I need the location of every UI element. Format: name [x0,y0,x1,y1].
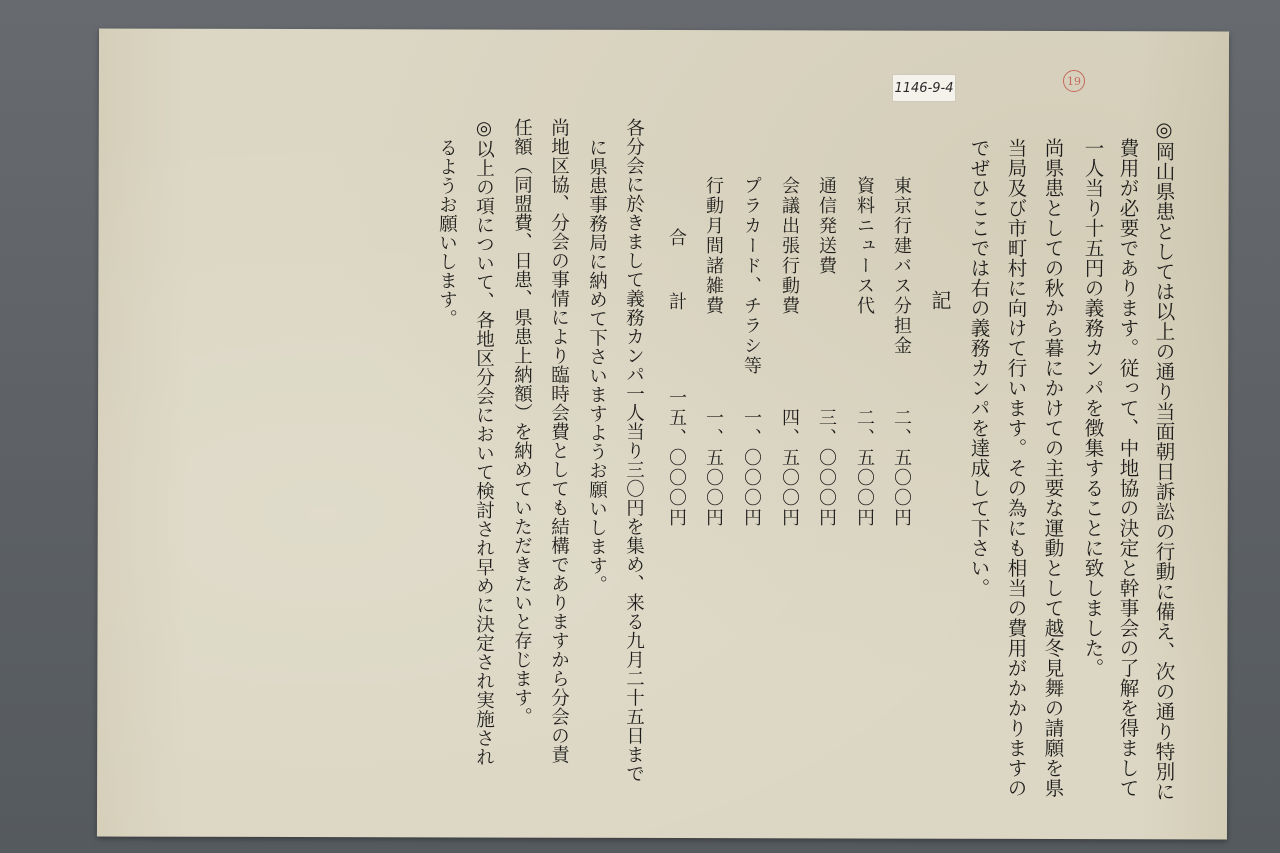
item-amount: 一、五〇〇円 [703,408,724,528]
item-amount: 二、五〇〇円 [891,408,912,528]
body-line: 各分会に於きまして義務カンパ一人当り三〇円を集め、来る九月二十五日まで [623,118,645,783]
item-name: プラカード、チラシ等 [741,176,762,376]
item-amount: 一、〇〇〇円 [741,408,762,528]
total-label: 合 計 [666,228,687,324]
total-amount: 一五、〇〇〇円 [666,388,687,528]
body-line: に県患事務局に納めて下さいますようお願いします。 [586,138,608,594]
item-name: 東京行建バス分担金 [891,176,912,356]
ki-heading: 記 [928,290,952,312]
item-name: 行動月間諸雑費 [703,176,724,316]
body-line: 尚地区協、分会の事情により臨時会費としても結構でありますから分会の責 [548,118,570,764]
catalog-tag: 1146-9-4 [892,74,956,102]
body-line: ◎岡山県患としては以上の通り当面朝日訴訟の行動に備え、次の通り特別に [1152,118,1176,802]
circle-stamp: 19 [1063,70,1085,92]
body-line: るようお願いします。 [436,138,458,328]
item-amount: 四、五〇〇円 [779,408,800,528]
item-name: 資料ニュース代 [854,176,875,316]
item-amount: 三、〇〇〇円 [816,408,837,528]
body-line: 費用が必要であります。従って、中地協の決定と幹事会の了解を得まして [1116,138,1140,798]
body-line: ◎以上の項について、各地区分会において検討され早めに決定され実施され [473,118,495,767]
body-line: 当局及び市町村に向けて行います。その為にも相当の費用がかかりますの [1004,138,1028,798]
item-name: 会議出張行動費 [779,176,800,316]
body-line: 一人当り十五円の義務カンパを徴集することに致しました。 [1081,138,1105,678]
item-amount: 二、五〇〇円 [854,408,875,528]
body-line: 尚県患としての秋から暮にかけての主要な運動として越冬見舞の請願を県 [1041,138,1065,798]
item-name: 通信発送費 [816,176,837,276]
body-line: 任額（同盟費、日患、県患上納額）を納めていただきたいと存じます。 [511,118,533,726]
body-line: でぜひここでは右の義務カンパを達成して下さい。 [967,138,991,598]
